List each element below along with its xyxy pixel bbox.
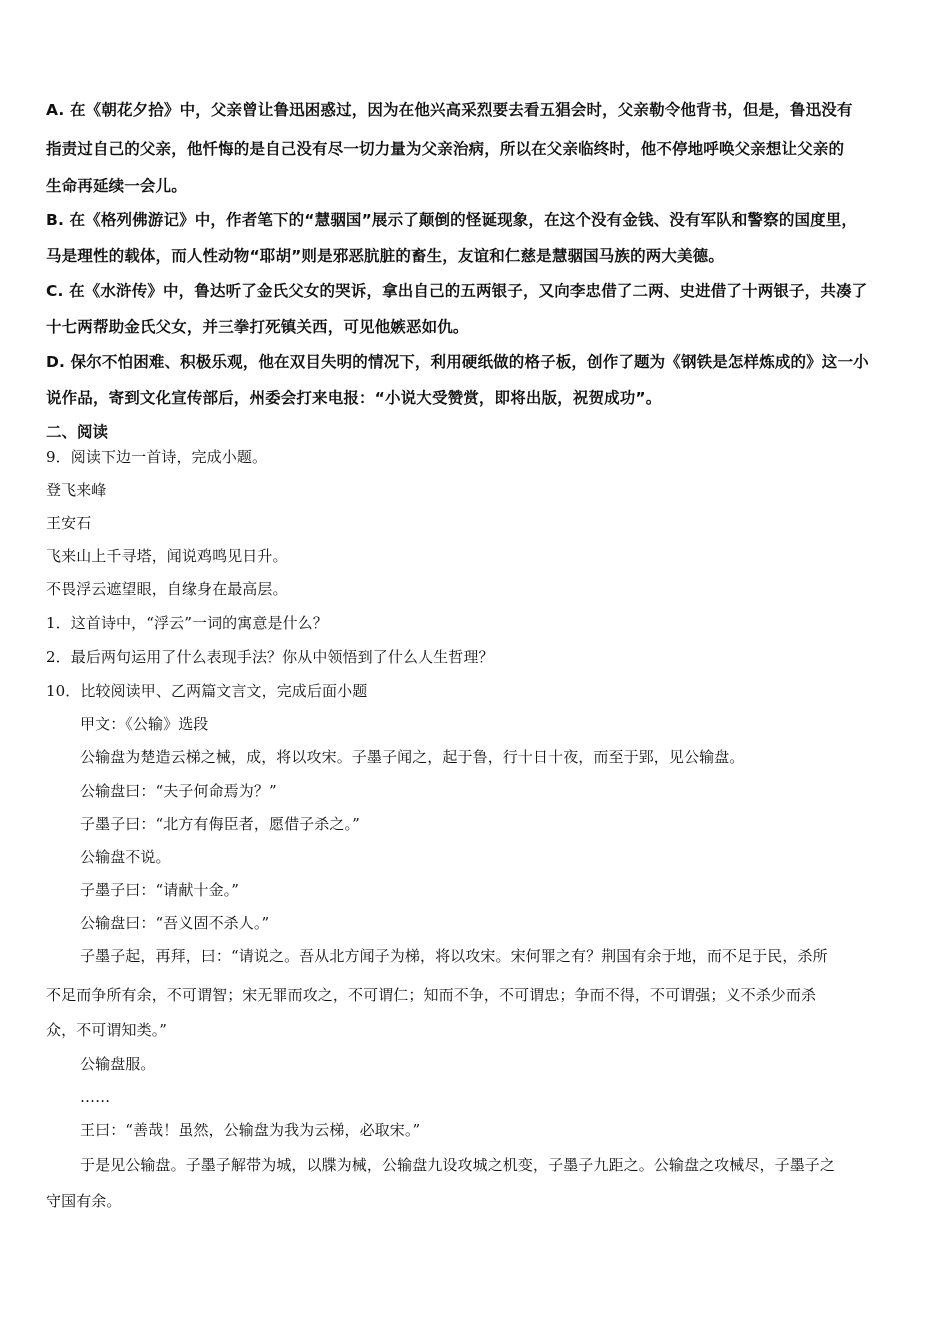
poem-title: 登飞来峰 — [46, 481, 107, 499]
passage-jia-title: 甲文：《公输》选段 — [80, 715, 209, 733]
poem-line-2: 不畏浮云遮望眼，自缘身在最高层。 — [46, 580, 288, 598]
q9-sub-question-1: 1．这首诗中，“浮云”一词的寓意是什么？ — [46, 614, 328, 632]
passage-paragraph-3: 子墨子曰：“北方有侮臣者，愿借子杀之。” — [80, 815, 360, 833]
option-a-line-2: 指责过自己的父亲，他忏悔的是自己没有尽一切力量为父亲治病，所以在父亲临终时，他不停地呼唤父亲想让父亲的 — [46, 140, 845, 158]
poem-author: 王安石 — [46, 514, 92, 532]
option-b-line-2: 马是理性的载体，而人性动物“耶胡”则是邪恶肮脏的畜生，友谊和仁慈是慧骃国马族的两大美德。 — [46, 247, 724, 265]
passage-ellipsis: …… — [80, 1088, 111, 1106]
passage-paragraph-10-line-2: 守国有余。 — [46, 1192, 122, 1210]
section-heading-reading: 二、阅读 — [46, 423, 109, 441]
passage-paragraph-2: 公输盘曰：“夫子何命焉为？” — [80, 782, 277, 800]
option-a-line-3: 生命再延续一会儿。 — [46, 177, 187, 195]
passage-paragraph-7-line-1: 子墨子起，再拜，曰：“请说之。吾从北方闻子为梯，将以攻宋。宋何罪之有？荆国有余于地，而不足于民，杀所 — [80, 947, 828, 965]
q9-prompt: 9．阅读下边一首诗，完成小题。 — [46, 448, 268, 466]
passage-paragraph-1: 公输盘为楚造云梯之械，成，将以攻宋。子墨子闻之，起于鲁，行十日十夜，而至于郢，见公输盘。 — [80, 748, 745, 766]
passage-paragraph-10-line-1: 于是见公输盘。子墨子解带为城，以牒为械，公输盘九设攻城之机变，子墨子九距之。公输盘之攻械尽，子墨子之 — [80, 1156, 836, 1174]
passage-paragraph-6: 公输盘曰：“吾义固不杀人。” — [80, 914, 270, 932]
passage-paragraph-8: 公输盘服。 — [80, 1055, 156, 1073]
q10-prompt: 10．比较阅读甲、乙两篇文言文，完成后面小题 — [46, 682, 368, 700]
option-a-line-1: A. 在《朝花夕拾》中，父亲曾让鲁迅困惑过，因为在他兴高采烈要去看五猖会时，父亲勒令他背书，但是，鲁迅没有 — [46, 101, 853, 119]
option-d-line-2: 说作品，寄到文化宣传部后，州委会打来电报：“小说大受赞赏，即将出版，祝贺成功”。 — [46, 389, 662, 407]
passage-paragraph-5: 子墨子曰：“请献十金。” — [80, 881, 240, 899]
option-d-line-1: D. 保尔不怕困难、积极乐观，他在双目失明的情况下，利用硬纸做的格子板，创作了题为《钢铁是怎样炼成的》这一小 — [46, 353, 869, 371]
passage-paragraph-9: 王曰：“善哉！虽然，公输盘为我为云梯，必取宋。” — [80, 1121, 421, 1139]
passage-paragraph-4: 公输盘不说。 — [80, 848, 171, 866]
passage-paragraph-7-line-2: 不足而争所有余，不可谓智；宋无罪而攻之，不可谓仁；知而不争，不可谓忠；争而不得，不可谓强；义不杀少而杀 — [46, 986, 817, 1004]
passage-paragraph-7-line-3: 众，不可谓知类。” — [46, 1021, 168, 1039]
option-b-line-1: B. 在《格列佛游记》中，作者笔下的“慧骃国”展示了颠倒的怪诞现象，在这个没有金钱、没有军队和警察的国度里， — [46, 211, 858, 229]
poem-line-1: 飞来山上千寻塔，闻说鸡鸣见日升。 — [46, 547, 288, 565]
q9-sub-question-2: 2．最后两句运用了什么表现手法？你从中领悟到了什么人生哲理？ — [46, 648, 494, 666]
option-c-line-1: C. 在《水浒传》中，鲁达听了金氏父女的哭诉，拿出自己的五两银子，又向李忠借了二两、史进借了十两银子，共凑了 — [46, 282, 868, 300]
option-c-line-2: 十七两帮助金氏父女，并三拳打死镇关西，可见他嫉恶如仇。 — [46, 318, 469, 336]
